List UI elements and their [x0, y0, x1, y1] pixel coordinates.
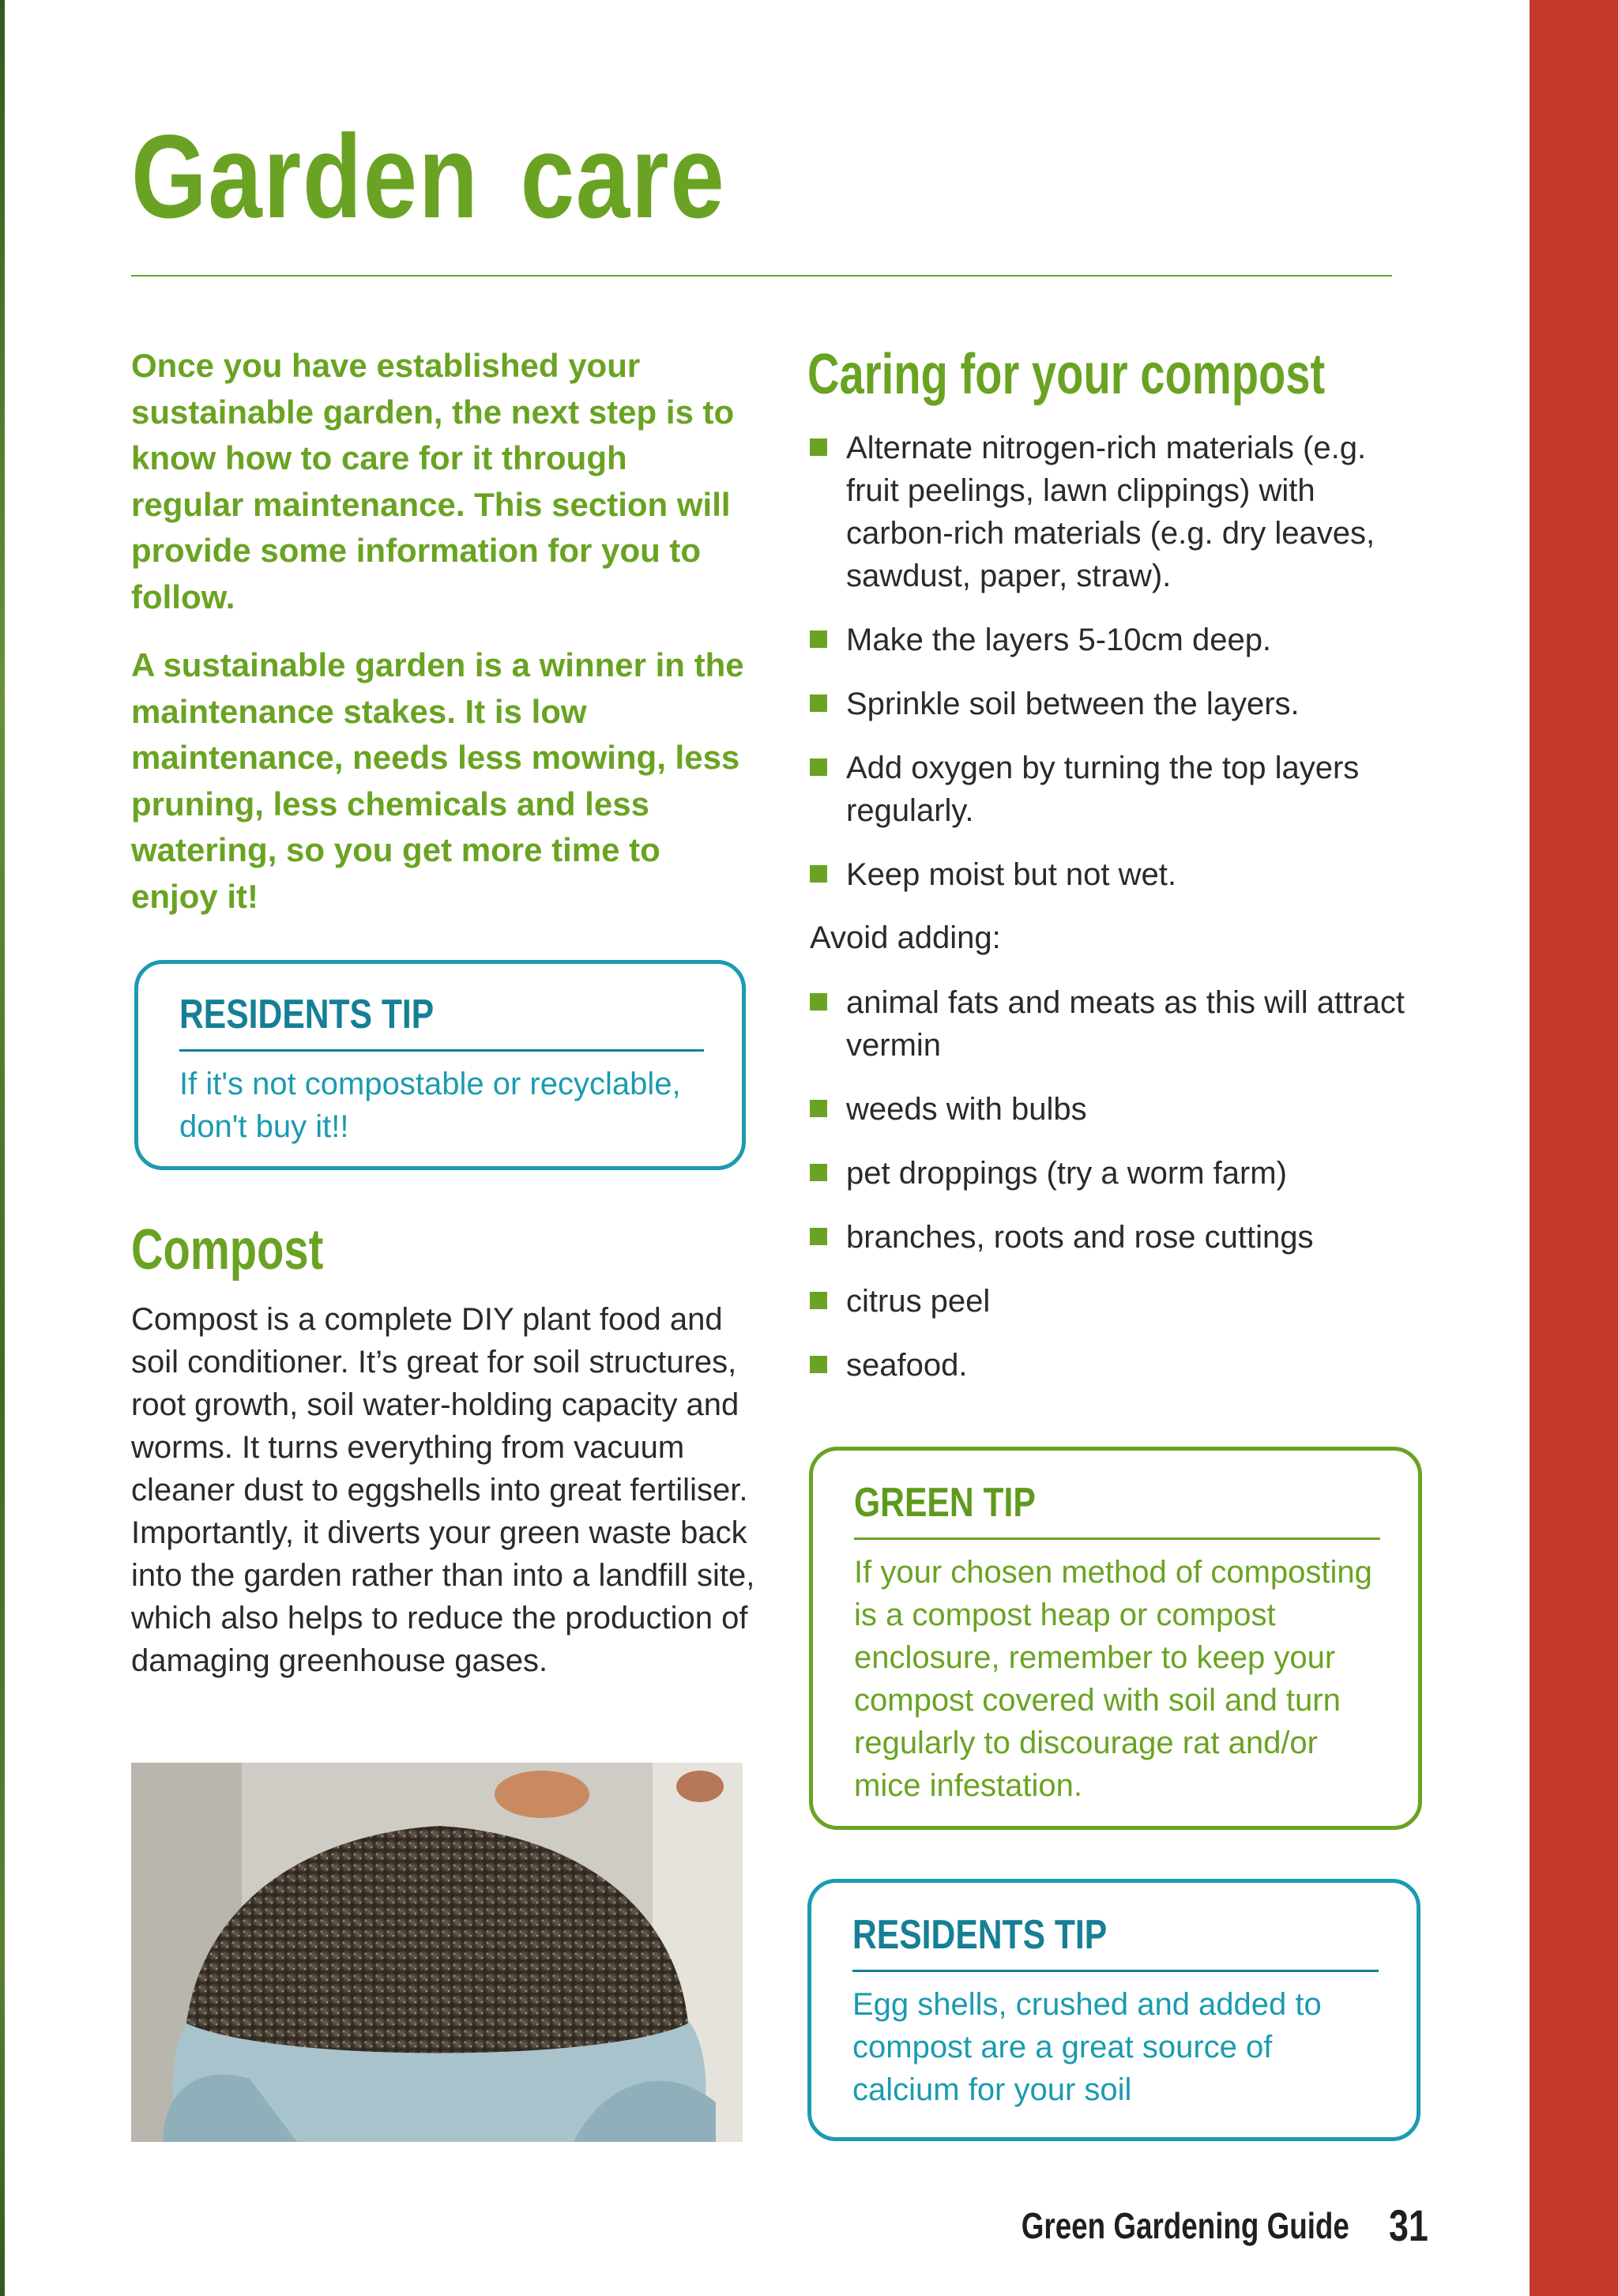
tip-text: Egg shells, crushed and added to compost are a great source of calcium for your soil	[852, 1987, 1322, 2107]
tip-text: If your chosen method of composting is a compost heap or compost enclosure, remember to keep your compost covered with soil and turn regularly to discourage rat and/or mice infestation.	[854, 1555, 1372, 1803]
list-item	[810, 427, 1426, 597]
list-item-text: Keep moist but not wet.	[846, 857, 1177, 892]
list-item	[810, 683, 1426, 725]
residents-tip-box-2	[807, 1879, 1420, 2141]
list-item-text: Sprinkle soil between the layers.	[846, 687, 1300, 721]
list-item	[810, 1344, 1426, 1387]
list-item-text: pet droppings (try a worm farm)	[846, 1156, 1287, 1191]
list-item-text: weeds with bulbs	[846, 1092, 1087, 1127]
tip-text: If it's not compostable or recyclable, don't buy it!!	[179, 1067, 681, 1144]
residents-tip-box-1	[134, 960, 746, 1170]
tip-heading: GREEN TIP	[854, 1480, 1036, 1526]
square-bullet-icon	[810, 1228, 827, 1245]
list-item	[810, 981, 1426, 1067]
list-item	[810, 1216, 1426, 1259]
right-red-bar	[1530, 0, 1618, 2296]
green-tip-box	[809, 1447, 1422, 1830]
list-item-text: Add oxygen by turning the top layers regularly.	[846, 751, 1360, 828]
intro-section	[131, 343, 747, 942]
avoid-list	[810, 981, 1426, 1408]
list-item-text: Make the layers 5-10cm deep.	[846, 623, 1272, 657]
list-item	[810, 619, 1426, 661]
compost-heading: Compost	[131, 1218, 324, 1282]
list-item-text: Alternate nitrogen-rich materials (e.g. fruit peelings, lawn clippings) with carbon-rich materials (e.g. dry leaves, sawdust, paper, straw).	[846, 431, 1375, 593]
list-item-text: branches, roots and rose cuttings	[846, 1220, 1314, 1255]
intro-paragraph-1: Once you have established your sustainable garden, the next step is to know how to care for it through regular maintenance. This section will provide some information for you to follow.	[131, 347, 735, 615]
list-item-text: animal fats and meats as this will attract vermin	[846, 985, 1405, 1063]
footer-title: Green Gardening Guide	[1021, 2205, 1349, 2246]
square-bullet-icon	[810, 694, 827, 712]
compost-body: Compost is a complete DIY plant food and soil conditioner. It’s great for soil structures, root growth, soil water-holding capacity and worms. It turns everything from vacuum cleaner dust to eggshells into great fertiliser. Importantly, it diverts your green waste back into the garden rather than into a landfill site, which also helps to reduce the production of damaging greenhouse gases.	[131, 1302, 755, 1678]
tip-heading: RESIDENTS TIP	[179, 992, 435, 1037]
square-bullet-icon	[810, 438, 827, 456]
list-item-text: citrus peel	[846, 1284, 991, 1319]
page-number: 31	[1389, 2200, 1428, 2250]
compost-photo	[131, 1763, 743, 2142]
square-bullet-icon	[810, 993, 827, 1011]
tip-heading: RESIDENTS TIP	[852, 1912, 1108, 1958]
page-title: Garden care	[131, 110, 726, 243]
avoid-label: Avoid adding:	[810, 920, 1001, 955]
tip-divider	[179, 1049, 704, 1052]
list-item	[810, 1088, 1426, 1131]
square-bullet-icon	[810, 865, 827, 883]
square-bullet-icon	[810, 758, 827, 776]
left-edge-strip	[0, 0, 5, 2296]
tip-divider	[852, 1970, 1379, 1972]
list-item	[810, 853, 1426, 896]
intro-paragraph-2: A sustainable garden is a winner in the maintenance stakes. It is low maintenance, needs less mowing, less pruning, less chemicals and less watering, so you get more time to enjoy it!	[131, 646, 744, 915]
square-bullet-icon	[810, 1356, 827, 1373]
title-divider	[131, 275, 1392, 277]
tip-divider	[854, 1538, 1380, 1540]
list-item	[810, 747, 1426, 832]
caring-heading: Caring for your compost	[807, 343, 1326, 406]
square-bullet-icon	[810, 1100, 827, 1117]
list-item	[810, 1280, 1426, 1323]
caring-list	[810, 427, 1426, 917]
list-item	[810, 1152, 1426, 1195]
square-bullet-icon	[810, 1164, 827, 1181]
list-item-text: seafood.	[846, 1348, 968, 1383]
square-bullet-icon	[810, 1292, 827, 1309]
square-bullet-icon	[810, 630, 827, 648]
